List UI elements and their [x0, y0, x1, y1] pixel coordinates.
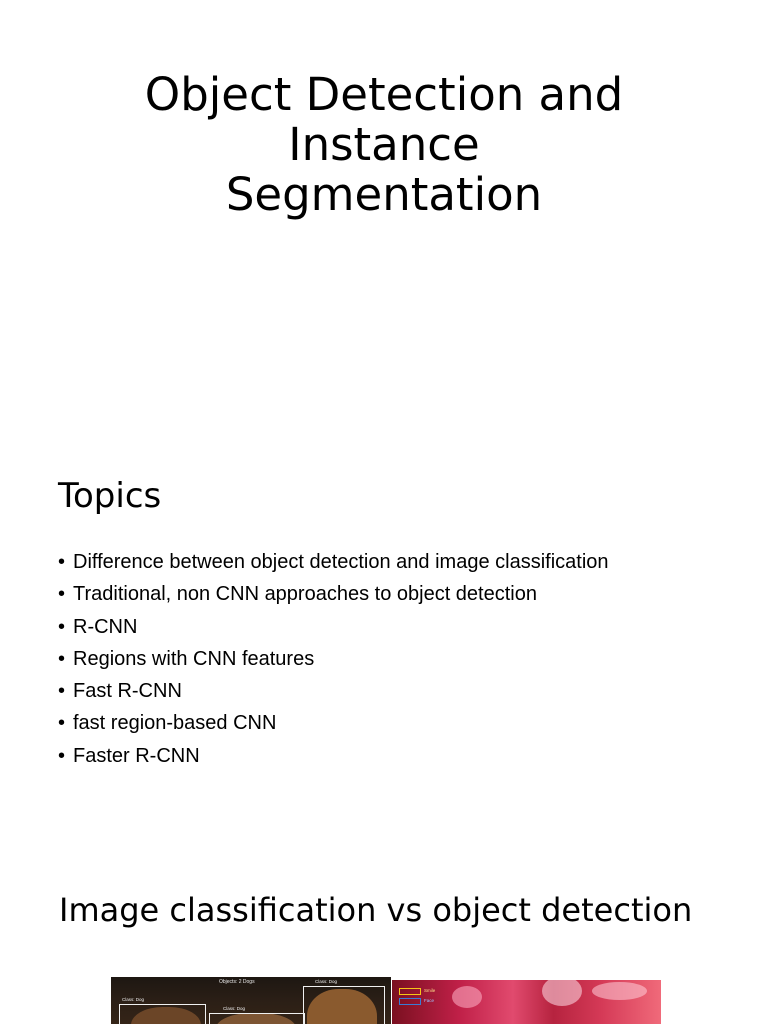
list-item — [58, 643, 609, 675]
legend-smile-swatch — [399, 988, 421, 995]
bullet-icon: • — [58, 647, 66, 670]
legend-face-swatch — [399, 998, 421, 1005]
topic-list — [58, 546, 609, 772]
bokeh-shape — [592, 982, 647, 1000]
topics-heading: Topics — [58, 476, 162, 516]
list-item — [58, 578, 609, 610]
bounding-box — [209, 1013, 305, 1024]
bullet-icon: • — [58, 551, 66, 573]
list-item-text: R-CNN — [73, 615, 138, 638]
list-item — [58, 707, 609, 739]
list-item — [58, 546, 609, 578]
objects-label: Objects: 2 Dogs — [219, 979, 255, 985]
legend-smile-label: Smile — [424, 988, 436, 993]
slide-title-line-2: Instance — [288, 118, 480, 171]
list-item — [58, 611, 609, 643]
list-item-text: fast region-based CNN — [73, 712, 277, 735]
list-item-text: Regions with CNN features — [73, 647, 315, 670]
face-detection-image — [392, 980, 661, 1024]
box-label: Class: Dog — [223, 1006, 246, 1011]
bullet-icon: • — [58, 583, 66, 606]
list-item — [58, 740, 609, 772]
list-item-text: Traditional, non CNN approaches to object detection — [73, 583, 537, 606]
bounding-box — [303, 986, 385, 1024]
bounding-box — [119, 1004, 206, 1024]
bullet-icon: • — [58, 744, 66, 767]
list-item-text: Faster R-CNN — [73, 744, 200, 767]
slide-title-line-3: Segmentation — [225, 168, 543, 221]
bokeh-shape — [452, 986, 482, 1008]
list-item-text: Difference between object detection and image classification — [73, 551, 609, 573]
bullet-icon: • — [58, 712, 66, 735]
bokeh-shape — [542, 980, 582, 1006]
bullet-icon: • — [58, 680, 66, 703]
list-item — [58, 675, 609, 707]
slide-title-line-1: Object Detection and — [144, 68, 624, 121]
list-item-text: Fast R-CNN — [73, 680, 182, 703]
box-label: Class: Dog — [315, 979, 338, 984]
bullet-icon: • — [58, 615, 66, 638]
box-label: Class: Dog — [122, 997, 145, 1002]
legend-face-label: Face — [424, 998, 435, 1003]
dogs-detection-image — [111, 977, 391, 1024]
slide-title — [0, 70, 768, 220]
section-heading: Image classification vs object detection — [59, 891, 693, 929]
